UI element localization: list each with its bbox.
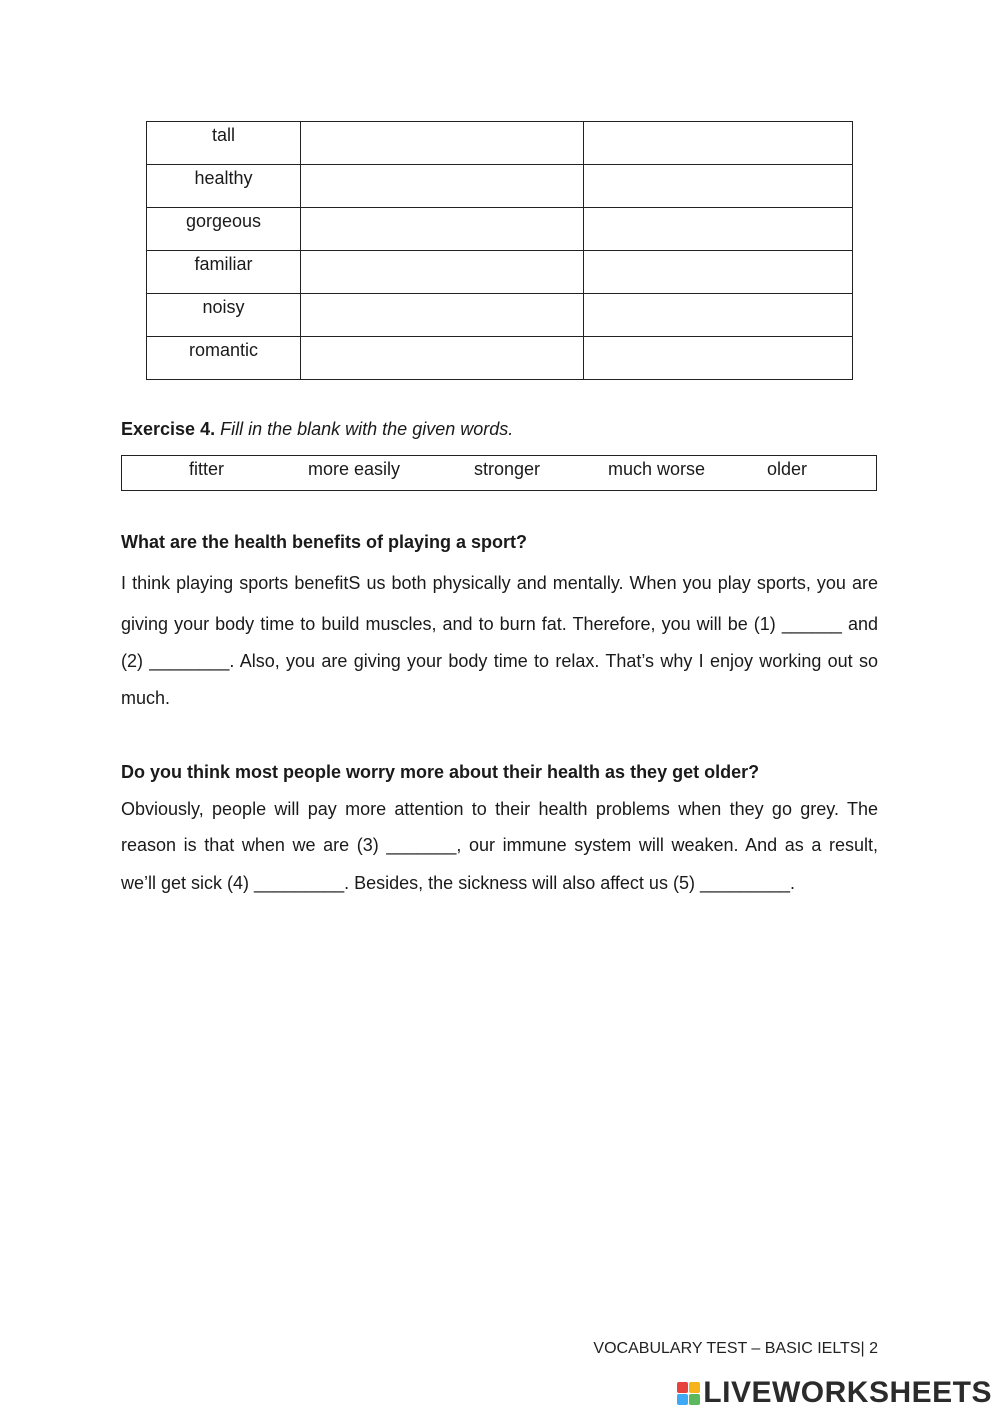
table-row [147, 208, 853, 251]
table-row [147, 165, 853, 208]
exercise-number: Exercise 4. [121, 419, 216, 439]
word-bank-item: fitter [189, 459, 225, 479]
paragraph-line: reason is that when we are (3) _______, our immune system will weaken. And as a result, [121, 835, 878, 855]
word-bank-item: stronger [474, 459, 541, 479]
comparative-answer-cell[interactable] [301, 337, 584, 380]
adjective-label: noisy [202, 297, 245, 317]
word-bank-item: older [767, 459, 808, 479]
adjective-cell [147, 208, 301, 251]
adjective-label: romantic [188, 340, 259, 360]
page-footer: VOCABULARY TEST – BASIC IELTS| 2 [593, 1340, 878, 1357]
logo-icon [677, 1382, 700, 1405]
logo-text: LIVEWORKSHEETS [703, 1376, 992, 1409]
adjectives-table [146, 121, 853, 380]
exercise-instruction: Fill in the blank with the given words. [220, 419, 514, 439]
comparative-answer-cell[interactable] [301, 251, 584, 294]
paragraph-line: Obviously, people will pay more attention to their health problems when they go grey. The [121, 799, 878, 819]
paragraph-line: (2) ________. Also, you are giving your body time to relax. That’s why I enjoy working out so [121, 651, 878, 671]
superlative-answer-cell[interactable] [584, 208, 853, 251]
liveworksheets-logo[interactable] [677, 1376, 992, 1410]
adjective-label: healthy [194, 168, 253, 188]
paragraph-line: much. [121, 688, 171, 708]
comparative-answer-cell[interactable] [301, 294, 584, 337]
question-heading: What are the health benefits of playing a sport? [121, 532, 528, 552]
adjective-label: familiar [194, 254, 253, 274]
comparative-answer-cell[interactable] [301, 165, 584, 208]
adjective-label: gorgeous [185, 211, 262, 231]
adjective-label: tall [211, 125, 235, 145]
question-heading: Do you think most people worry more about their health as they get older? [121, 762, 760, 782]
table-row [147, 294, 853, 337]
adjective-cell [147, 294, 301, 337]
adjective-cell [147, 122, 301, 165]
exercise-heading [121, 419, 513, 440]
word-bank [121, 455, 877, 491]
paragraph-line: giving your body time to build muscles, and to burn fat. Therefore, you will be (1) ______ and [121, 614, 878, 634]
comparative-answer-cell[interactable] [301, 208, 584, 251]
word-bank-item: more easily [308, 459, 401, 479]
adjective-cell [147, 251, 301, 294]
superlative-answer-cell[interactable] [584, 122, 853, 165]
paragraph-line: I think playing sports benefitS us both physically and mentally. When you play sports, you are [121, 573, 878, 593]
superlative-answer-cell[interactable] [584, 251, 853, 294]
comparative-answer-cell[interactable] [301, 122, 584, 165]
table-row [147, 251, 853, 294]
paragraph-line: we’ll get sick (4) _________. Besides, the sickness will also affect us (5) _________. [121, 873, 796, 893]
adjective-cell [147, 337, 301, 380]
superlative-answer-cell[interactable] [584, 165, 853, 208]
word-bank-item: much worse [608, 459, 706, 479]
superlative-answer-cell[interactable] [584, 294, 853, 337]
adjective-cell [147, 165, 301, 208]
table-row [147, 122, 853, 165]
superlative-answer-cell[interactable] [584, 337, 853, 380]
table-row [147, 337, 853, 380]
